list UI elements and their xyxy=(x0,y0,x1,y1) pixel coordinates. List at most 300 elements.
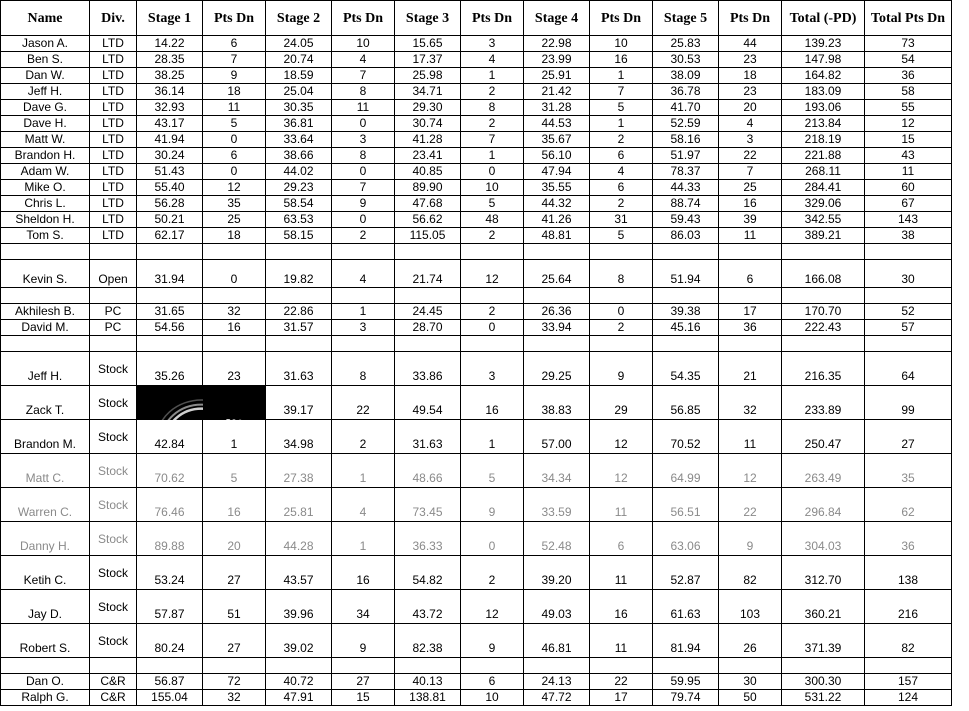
value-cell: 44.33 xyxy=(653,180,719,196)
value-cell: 34.34 xyxy=(524,454,590,488)
value-cell: 27 xyxy=(203,556,266,590)
division-cell: LTD xyxy=(90,164,137,180)
value-cell: 1 xyxy=(461,68,524,84)
value-cell: 57 xyxy=(865,320,952,336)
value-cell: 11 xyxy=(590,556,653,590)
value-cell: 39.20 xyxy=(524,556,590,590)
value-cell: 1 xyxy=(461,420,524,454)
name-cell: Dave G. xyxy=(1,100,90,116)
value-cell: 1 xyxy=(590,68,653,84)
value-cell: 59.95 xyxy=(653,674,719,690)
empty-cell xyxy=(461,288,524,304)
name-cell: Warren C. xyxy=(1,488,90,522)
value-cell: 16 xyxy=(203,320,266,336)
value-cell: 30.53 xyxy=(653,52,719,68)
table-row xyxy=(1,148,952,164)
column-header-0: Name xyxy=(1,1,90,36)
empty-cell xyxy=(1,658,90,674)
value-cell: 81.94 xyxy=(653,624,719,658)
value-cell: 16 xyxy=(719,196,782,212)
value-cell: 38.83 xyxy=(524,386,590,420)
division-cell: LTD xyxy=(90,148,137,164)
table-row xyxy=(1,68,952,84)
name-cell: Ben S. xyxy=(1,52,90,68)
empty-cell xyxy=(653,288,719,304)
empty-cell xyxy=(719,244,782,260)
value-cell: 138.81 xyxy=(395,690,461,706)
value-cell: 124 xyxy=(865,690,952,706)
value-cell: 49.54 xyxy=(395,386,461,420)
empty-cell xyxy=(782,658,865,674)
value-cell: 371.39 xyxy=(782,624,865,658)
division-cell: Stock xyxy=(90,352,137,386)
name-cell: Brandon M. xyxy=(1,420,90,454)
value-cell: 389.21 xyxy=(782,228,865,244)
value-cell: 27 xyxy=(332,674,395,690)
value-cell: 51 xyxy=(203,590,266,624)
name-cell: Matt C. xyxy=(1,454,90,488)
value-cell: 39.38 xyxy=(653,304,719,320)
table-row xyxy=(1,352,952,386)
value-cell: 54.82 xyxy=(395,556,461,590)
empty-cell xyxy=(90,288,137,304)
value-cell: 73 xyxy=(865,36,952,52)
value-cell: 6 xyxy=(590,180,653,196)
value-cell: 61.63 xyxy=(653,590,719,624)
value-cell: 31.28 xyxy=(524,100,590,116)
value-cell: 34.98 xyxy=(266,420,332,454)
division-cell: LTD xyxy=(90,84,137,100)
value-cell: 1 xyxy=(461,148,524,164)
name-cell: Adam W. xyxy=(1,164,90,180)
value-cell: 11 xyxy=(719,228,782,244)
value-cell: 250.47 xyxy=(782,420,865,454)
column-header-10: Stage 5 xyxy=(653,1,719,36)
value-cell: 39.96 xyxy=(266,590,332,624)
value-cell: 86.03 xyxy=(653,228,719,244)
value-cell: 21 xyxy=(719,352,782,386)
value-cell: 55 xyxy=(865,100,952,116)
value-cell: 56.87 xyxy=(137,674,203,690)
value-cell: 5 xyxy=(590,100,653,116)
value-cell: 26 xyxy=(719,624,782,658)
value-cell: 51.94 xyxy=(653,260,719,288)
value-cell: 31.57 xyxy=(266,320,332,336)
value-cell: 284.41 xyxy=(782,180,865,196)
value-cell: 36.78 xyxy=(653,84,719,100)
value-cell: 64.99 xyxy=(653,454,719,488)
empty-cell xyxy=(203,658,266,674)
value-cell: 22 xyxy=(719,488,782,522)
value-cell: 89.88 xyxy=(137,522,203,556)
value-cell: 36.33 xyxy=(395,522,461,556)
table-row xyxy=(1,212,952,228)
value-cell: 5 xyxy=(461,196,524,212)
table-row xyxy=(1,386,952,420)
division-cell: LTD xyxy=(90,52,137,68)
value-cell: 33.94 xyxy=(524,320,590,336)
value-cell: 39.17 xyxy=(266,386,332,420)
value-cell: 49.03 xyxy=(524,590,590,624)
division-cell: LTD xyxy=(90,180,137,196)
empty-cell xyxy=(1,336,90,352)
value-cell: 31.94 xyxy=(137,260,203,288)
value-cell: 12 xyxy=(719,454,782,488)
column-header-4: Stage 2 xyxy=(266,1,332,36)
value-cell: 183.09 xyxy=(782,84,865,100)
value-cell: 19.82 xyxy=(266,260,332,288)
value-cell: 15.65 xyxy=(395,36,461,52)
value-cell: 43 xyxy=(865,148,952,164)
value-cell: 47.94 xyxy=(524,164,590,180)
value-cell: 54.35 xyxy=(653,352,719,386)
division-cell: Stock xyxy=(90,624,137,658)
value-cell: 21.42 xyxy=(524,84,590,100)
value-cell: 30 xyxy=(865,260,952,288)
obscured-cell xyxy=(137,386,203,420)
empty-cell xyxy=(266,244,332,260)
empty-cell xyxy=(395,336,461,352)
name-cell: Jay D. xyxy=(1,590,90,624)
value-cell: 25 xyxy=(203,212,266,228)
table-row xyxy=(1,84,952,100)
value-cell: 23.99 xyxy=(524,52,590,68)
column-header-9: Pts Dn xyxy=(590,1,653,36)
value-cell: 0 xyxy=(203,164,266,180)
name-cell: Dave H. xyxy=(1,116,90,132)
empty-cell xyxy=(865,244,952,260)
value-cell: 222.43 xyxy=(782,320,865,336)
value-cell: 7 xyxy=(461,132,524,148)
value-cell: 43.17 xyxy=(137,116,203,132)
value-cell: 22 xyxy=(590,674,653,690)
value-cell: 9 xyxy=(332,196,395,212)
value-cell: 35.26 xyxy=(137,352,203,386)
value-cell: 312.70 xyxy=(782,556,865,590)
column-header-12: Total (-PD) xyxy=(782,1,865,36)
empty-cell xyxy=(90,244,137,260)
value-cell: 33.64 xyxy=(266,132,332,148)
value-cell: 52.48 xyxy=(524,522,590,556)
value-cell: 268.11 xyxy=(782,164,865,180)
value-cell: 0 xyxy=(203,260,266,288)
division-cell: Stock xyxy=(90,454,137,488)
value-cell: 99 xyxy=(865,386,952,420)
division-cell: PC xyxy=(90,320,137,336)
value-cell: 157 xyxy=(865,674,952,690)
value-cell: 2 xyxy=(461,228,524,244)
value-cell: 56.28 xyxy=(137,196,203,212)
value-cell: 22 xyxy=(719,148,782,164)
value-cell: 6 xyxy=(203,148,266,164)
value-cell: 9 xyxy=(203,68,266,84)
value-cell: 329.06 xyxy=(782,196,865,212)
spacer-row xyxy=(1,658,952,674)
table-row xyxy=(1,52,952,68)
value-cell: 26.36 xyxy=(524,304,590,320)
value-cell: 70.62 xyxy=(137,454,203,488)
value-cell: 58.15 xyxy=(266,228,332,244)
value-cell: 29.25 xyxy=(524,352,590,386)
division-cell: LTD xyxy=(90,68,137,84)
value-cell: 54.56 xyxy=(137,320,203,336)
value-cell: 56.10 xyxy=(524,148,590,164)
value-cell: 31.65 xyxy=(137,304,203,320)
division-cell: Stock xyxy=(90,386,137,420)
value-cell: 29 xyxy=(590,386,653,420)
empty-cell xyxy=(865,336,952,352)
division-cell: C&R xyxy=(90,690,137,706)
value-cell: 41.28 xyxy=(395,132,461,148)
value-cell: 50.21 xyxy=(137,212,203,228)
value-cell: 12 xyxy=(203,180,266,196)
value-cell: 62 xyxy=(865,488,952,522)
value-cell: 64 xyxy=(865,352,952,386)
value-cell: 80.24 xyxy=(137,624,203,658)
value-cell: 11 xyxy=(865,164,952,180)
value-cell: 59.43 xyxy=(653,212,719,228)
value-cell: 48.66 xyxy=(395,454,461,488)
name-cell: David M. xyxy=(1,320,90,336)
value-cell: 27.38 xyxy=(266,454,332,488)
empty-cell xyxy=(524,244,590,260)
table-row xyxy=(1,674,952,690)
value-cell: 115.05 xyxy=(395,228,461,244)
name-cell: Brandon H. xyxy=(1,148,90,164)
division-cell: LTD xyxy=(90,228,137,244)
value-cell: 6 xyxy=(590,522,653,556)
value-cell: 33.59 xyxy=(524,488,590,522)
value-cell: 29.23 xyxy=(266,180,332,196)
name-cell: Sheldon H. xyxy=(1,212,90,228)
empty-cell xyxy=(137,658,203,674)
value-cell: 44.32 xyxy=(524,196,590,212)
table-row xyxy=(1,624,952,658)
value-cell: 16 xyxy=(590,590,653,624)
value-cell: 147.98 xyxy=(782,52,865,68)
table-row xyxy=(1,228,952,244)
table-row xyxy=(1,180,952,196)
value-cell: 41.94 xyxy=(137,132,203,148)
value-cell: 35.55 xyxy=(524,180,590,196)
value-cell: 76.46 xyxy=(137,488,203,522)
value-cell: 89.90 xyxy=(395,180,461,196)
value-cell: 5 xyxy=(203,454,266,488)
value-cell: 6 xyxy=(203,36,266,52)
value-cell: 20 xyxy=(203,522,266,556)
division-cell: Stock xyxy=(90,522,137,556)
value-cell: 2 xyxy=(332,420,395,454)
value-cell: 17 xyxy=(719,304,782,320)
value-cell: 46.81 xyxy=(524,624,590,658)
name-cell: Ketih C. xyxy=(1,556,90,590)
value-cell: 32.93 xyxy=(137,100,203,116)
column-header-3: Pts Dn xyxy=(203,1,266,36)
empty-cell xyxy=(1,288,90,304)
value-cell: 9 xyxy=(461,488,524,522)
name-cell: Chris L. xyxy=(1,196,90,212)
value-cell: 36.81 xyxy=(266,116,332,132)
value-cell: 70.52 xyxy=(653,420,719,454)
value-cell: 88.74 xyxy=(653,196,719,212)
value-cell: 23 xyxy=(203,352,266,386)
value-cell: 7 xyxy=(719,164,782,180)
empty-cell xyxy=(90,336,137,352)
division-cell: Open xyxy=(90,260,137,288)
value-cell: 40.85 xyxy=(395,164,461,180)
value-cell: 47.91 xyxy=(266,690,332,706)
value-cell: 25.98 xyxy=(395,68,461,84)
value-cell: 16 xyxy=(332,556,395,590)
empty-cell xyxy=(90,658,137,674)
division-cell: Stock xyxy=(90,420,137,454)
value-cell: 12 xyxy=(461,260,524,288)
value-cell: 2 xyxy=(461,84,524,100)
table-row xyxy=(1,164,952,180)
name-cell: Dan O. xyxy=(1,674,90,690)
empty-cell xyxy=(590,336,653,352)
value-cell: 24.45 xyxy=(395,304,461,320)
value-cell: 45.16 xyxy=(653,320,719,336)
empty-cell xyxy=(590,658,653,674)
value-cell: 17.37 xyxy=(395,52,461,68)
empty-cell xyxy=(1,244,90,260)
empty-cell xyxy=(782,288,865,304)
value-cell: 10 xyxy=(461,690,524,706)
value-cell: 5 xyxy=(461,454,524,488)
empty-cell xyxy=(203,336,266,352)
spacer-row xyxy=(1,336,952,352)
value-cell: 43.57 xyxy=(266,556,332,590)
value-cell: 155.04 xyxy=(137,690,203,706)
value-cell: 143 xyxy=(865,212,952,228)
empty-cell xyxy=(524,288,590,304)
division-cell: LTD xyxy=(90,100,137,116)
value-cell: 56.62 xyxy=(395,212,461,228)
name-cell: Dan W. xyxy=(1,68,90,84)
value-cell: 82 xyxy=(719,556,782,590)
value-cell: 11 xyxy=(590,488,653,522)
column-header-2: Stage 1 xyxy=(137,1,203,36)
value-cell: 1 xyxy=(332,522,395,556)
value-cell: 360.21 xyxy=(782,590,865,624)
table-row xyxy=(1,100,952,116)
value-cell: 63.06 xyxy=(653,522,719,556)
value-cell: 1 xyxy=(332,454,395,488)
value-cell: 82.38 xyxy=(395,624,461,658)
empty-cell xyxy=(332,288,395,304)
division-cell: Stock xyxy=(90,556,137,590)
value-cell: 304.03 xyxy=(782,522,865,556)
value-cell: 0 xyxy=(332,164,395,180)
division-cell: LTD xyxy=(90,116,137,132)
value-cell: 0 xyxy=(590,304,653,320)
division-cell: LTD xyxy=(90,132,137,148)
column-header-8: Stage 4 xyxy=(524,1,590,36)
value-cell: 216 xyxy=(865,590,952,624)
value-cell: 34 xyxy=(332,590,395,624)
value-cell: 11 xyxy=(719,420,782,454)
value-cell: 56.51 xyxy=(653,488,719,522)
value-cell: 4 xyxy=(590,164,653,180)
value-cell: 44.02 xyxy=(266,164,332,180)
value-cell: 28.70 xyxy=(395,320,461,336)
value-cell: 21.74 xyxy=(395,260,461,288)
name-cell: Danny H. xyxy=(1,522,90,556)
empty-cell xyxy=(332,244,395,260)
value-cell: 20.74 xyxy=(266,52,332,68)
value-cell: 0 xyxy=(332,116,395,132)
value-cell: 6 xyxy=(719,260,782,288)
value-cell: 3 xyxy=(719,132,782,148)
value-cell: 51.97 xyxy=(653,148,719,164)
value-cell: 34.71 xyxy=(395,84,461,100)
value-cell: 40.72 xyxy=(266,674,332,690)
value-cell: 55.40 xyxy=(137,180,203,196)
value-cell: 16 xyxy=(203,488,266,522)
value-cell: 342.55 xyxy=(782,212,865,228)
value-cell: 17 xyxy=(590,690,653,706)
empty-cell xyxy=(266,288,332,304)
value-cell: 103 xyxy=(719,590,782,624)
empty-cell xyxy=(653,658,719,674)
table-row xyxy=(1,196,952,212)
value-cell: 218.19 xyxy=(782,132,865,148)
value-cell: 25.81 xyxy=(266,488,332,522)
value-cell: 8 xyxy=(590,260,653,288)
name-cell: Jeff H. xyxy=(1,84,90,100)
empty-cell xyxy=(332,336,395,352)
value-cell: 7 xyxy=(332,68,395,84)
value-cell: 24.13 xyxy=(524,674,590,690)
value-cell: 27 xyxy=(203,624,266,658)
table-body xyxy=(1,36,952,706)
value-cell: 35.67 xyxy=(524,132,590,148)
division-cell: PC xyxy=(90,304,137,320)
header-row xyxy=(1,1,952,36)
empty-cell xyxy=(203,288,266,304)
spacer-row xyxy=(1,288,952,304)
value-cell: 36.14 xyxy=(137,84,203,100)
value-cell: 54 xyxy=(865,52,952,68)
value-cell: 3 xyxy=(461,352,524,386)
value-cell: 48 xyxy=(461,212,524,228)
value-cell: 2 xyxy=(461,116,524,132)
value-cell: 216.35 xyxy=(782,352,865,386)
value-cell: 15 xyxy=(332,690,395,706)
empty-cell xyxy=(590,244,653,260)
table-row xyxy=(1,260,952,288)
table-row xyxy=(1,132,952,148)
value-cell: 43.72 xyxy=(395,590,461,624)
value-cell: 36 xyxy=(865,522,952,556)
name-cell: Zack T. xyxy=(1,386,90,420)
division-cell: LTD xyxy=(90,36,137,52)
value-cell: 38.66 xyxy=(266,148,332,164)
value-cell: 25.83 xyxy=(653,36,719,52)
value-cell: 58.16 xyxy=(653,132,719,148)
value-cell: 22.86 xyxy=(266,304,332,320)
value-cell: 10 xyxy=(461,180,524,196)
value-cell: 38.09 xyxy=(653,68,719,84)
value-cell: 12 xyxy=(461,590,524,624)
value-cell: 1 xyxy=(590,116,653,132)
value-cell: 44 xyxy=(719,36,782,52)
value-cell: 170.70 xyxy=(782,304,865,320)
value-cell: 72 xyxy=(203,674,266,690)
value-cell: 1 xyxy=(332,304,395,320)
value-cell: 5 xyxy=(203,116,266,132)
